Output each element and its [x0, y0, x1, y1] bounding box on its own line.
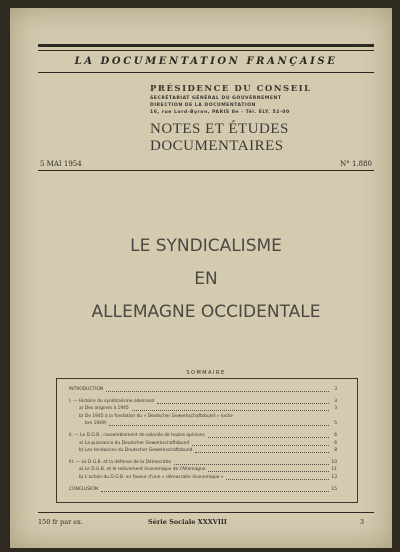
toc-entry-page: 10 [331, 459, 337, 465]
series-title-line-2: DOCUMENTAIRES [150, 138, 284, 154]
footer-rule [38, 512, 374, 513]
series-title [150, 121, 360, 155]
masthead-rule [38, 72, 374, 73]
toc-entry-text: b) L'action du D.G.B. en faveur d'une « démocratie économique » [79, 474, 224, 480]
top-rule-thick [38, 44, 374, 47]
toc-entry-text: a) Des origines à 1945 [79, 406, 129, 412]
presidence-title: PRÉSIDENCE DU CONSEIL [150, 84, 312, 94]
toc-entry-page: 6 [334, 432, 337, 438]
footer-price: 150 fr par ex. [38, 518, 83, 526]
issue-date: 5 MAI 1954 [40, 160, 82, 168]
issue-number: N° 1.880 [340, 160, 372, 168]
toc-leader-dots [226, 477, 329, 480]
toc-row [57, 448, 357, 456]
toc-entry-page: 8 [334, 448, 337, 454]
toc-leader-dots [192, 443, 329, 446]
toc-row [57, 433, 357, 441]
toc-leader-dots [132, 408, 329, 411]
toc-entry-page: 3 [334, 398, 337, 404]
sommaire-box [56, 378, 358, 503]
toc-leader-dots [195, 450, 329, 453]
sommaire-label: SOMMAIRE [186, 370, 226, 376]
toc-entry-text: I. — Histoire du syndicalisme allemand [69, 398, 155, 404]
toc-entry-text: a) Le D.G.B. et le relèvement économique de l'Allemagne [79, 467, 206, 473]
footer-series: Série Sociale XXXVIII [148, 518, 227, 526]
toc-row [57, 467, 357, 475]
toc-leader-dots [106, 389, 329, 392]
toc-leader-dots [174, 462, 329, 465]
toc-leader-dots [208, 435, 329, 438]
masthead: LA DOCUMENTATION FRANÇAISE [74, 55, 338, 67]
toc-entry-page: 3 [334, 406, 337, 412]
toc-entry-text: b) Les tendances du Deutscher Gewerkschaftsbund [79, 448, 193, 454]
presidence-line-2: SECRÉTARIAT GÉNÉRAL DU GOUVERNEMENT [150, 96, 282, 101]
document-title [38, 230, 374, 329]
toc-entry-text: CONCLUSION [69, 486, 99, 492]
footer-page-number: 3 [359, 518, 364, 526]
document-page [10, 8, 392, 548]
toc-row [57, 406, 357, 414]
toc-row [57, 475, 357, 483]
toc-entry-page: 15 [331, 486, 337, 492]
toc-entry-text: b) De 1945 à la fondation du « Deutscher Gewerkschaftsbund » (octo- [79, 413, 234, 419]
toc-entry-text: II. — Le D.G.B., rassemblement de salariés de toutes opinions [69, 432, 205, 438]
toc-entry-text: bre 1949) [85, 421, 107, 427]
presidence-address: 16, rue Lord-Byron, PARIS 8e - Tél. ÉLY. 52-00 [150, 110, 290, 115]
series-title-line-1: NOTES ET ÉTUDES [150, 121, 289, 137]
toc-entry-text: III. — Le D.G.B. et la défense de la Démocratie [69, 459, 172, 465]
toc-row [57, 387, 357, 395]
table-of-contents [57, 387, 357, 494]
title-line-1: LE SYNDICALISME [130, 236, 282, 256]
presidence-line-3: DIRECTION DE LA DOCUMENTATION [150, 103, 256, 108]
toc-leader-dots [208, 469, 329, 472]
toc-entry-page: 13 [331, 474, 337, 480]
date-rule [38, 170, 374, 171]
toc-entry-page: 6 [334, 440, 337, 446]
toc-entry-page: 11 [331, 467, 337, 473]
toc-leader-dots [101, 489, 329, 492]
toc-entry-text: a) La puissance du Deutscher Gewerkschaftsbund [79, 440, 190, 446]
toc-row [57, 487, 357, 495]
toc-row [57, 421, 357, 429]
toc-entry-page: 5 [334, 421, 337, 427]
title-line-2: EN [194, 269, 218, 289]
toc-entry-page: 3 [334, 387, 337, 392]
title-line-3: ALLEMAGNE OCCIDENTALE [91, 302, 321, 322]
presidence-block [150, 84, 360, 116]
toc-leader-dots [157, 401, 329, 404]
toc-leader-dots [109, 423, 329, 426]
toc-entry-text: INTRODUCTION [69, 387, 104, 392]
